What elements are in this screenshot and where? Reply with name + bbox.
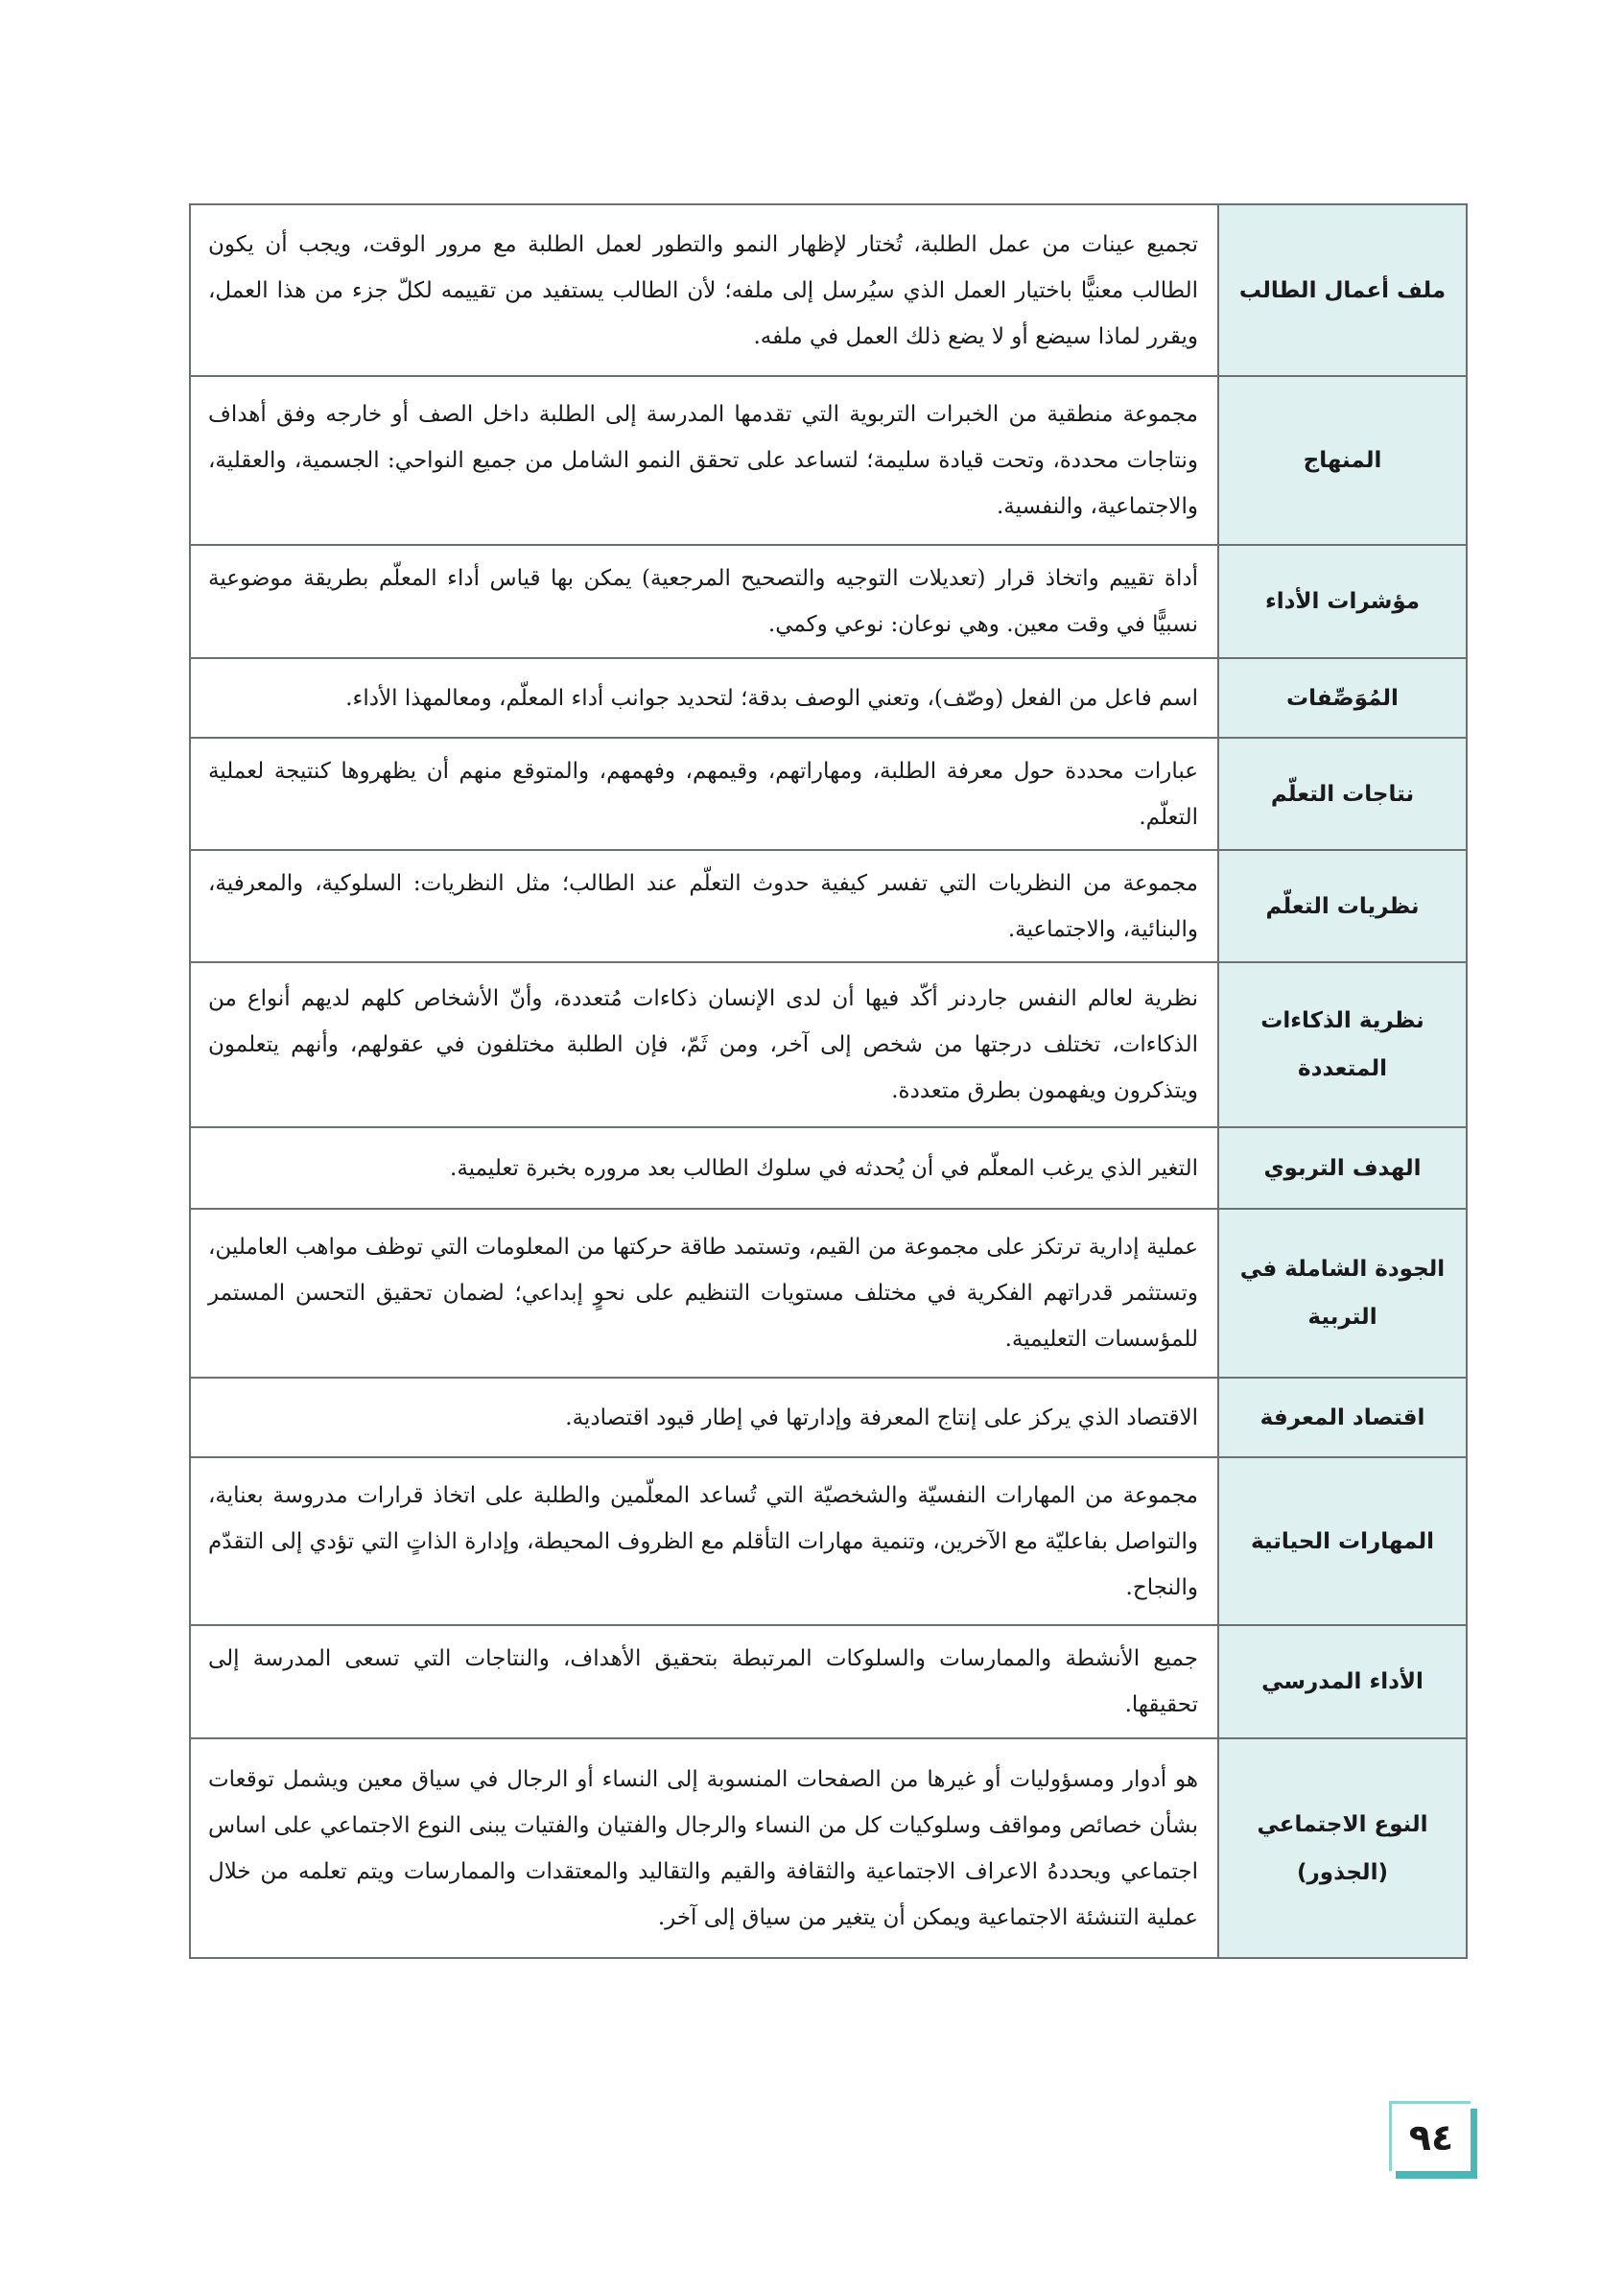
glossary-row (190, 962, 1467, 1127)
glossary-row (190, 204, 1467, 376)
glossary-row (190, 1457, 1467, 1625)
glossary-definition: نظرية لعالم النفس جاردنر أكّد فيها أن لدى الإنسان ذكاءات مُتعددة، وأنّ الأشخاص كلهم لديهم أنواع من الذكاءات، تختلف درجتها من شخص إلى آخر، ومن ثَمّ، فإن الطلبة مختلفون في عقولهم، وأنهم يتعلمون ويتذكرون ويفهمون بطرق متعددة. (190, 962, 1218, 1127)
glossary-term: مؤشرات الأداء (1218, 545, 1467, 658)
glossary-definition: جميع الأنشطة والممارسات والسلوكات المرتبطة بتحقيق الأهداف، والنتاجات التي تسعى المدرسة إلى تحقيقها. (190, 1625, 1218, 1738)
glossary-row (190, 738, 1467, 850)
glossary-definition: تجميع عينات من عمل الطلبة، تُختار لإظهار النمو والتطور لعمل الطلبة مع مرور الوقت، ويجب أن يكون الطالب معنيًّا باختيار العمل الذي سيُرسل إلى ملفه؛ لأن الطالب يستفيد من تقييمه لكلّ جزء من هذا العمل، ويقرر لماذا سيضع أو لا يضع ذلك العمل في ملفه. (190, 204, 1218, 376)
glossary-row (190, 1738, 1467, 1958)
glossary-term: المنهاج (1218, 376, 1467, 545)
glossary-definition: مجموعة من المهارات النفسيّة والشخصيّة التي تُساعد المعلّمين والطلبة على اتخاذ قرارات مدروسة بعناية، والتواصل بفاعليّة مع الآخرين، وتنمية مهارات التأقلم مع الظروف المحيطة، وإدارة الذاتٍ التي تؤدي إلى التقدّم والنجاح. (190, 1457, 1218, 1625)
glossary-term: ملف أعمال الطالب (1218, 204, 1467, 376)
glossary-term: الأداء المدرسي (1218, 1625, 1467, 1738)
glossary-term: النوع الاجتماعي (الجذور) (1218, 1738, 1467, 1958)
glossary-definition: عملية إدارية ترتكز على مجموعة من القيم، وتستمد طاقة حركتها من المعلومات التي توظف مواهب العاملين، وتستثمر قدراتهم الفكرية في مختلف مستويات التنظيم على نحوٍ إبداعي؛ لضمان تحقيق التحسن المستمر للمؤسسات التعليمية. (190, 1209, 1218, 1378)
glossary-definition: الاقتصاد الذي يركز على إنتاج المعرفة وإدارتها في إطار قيود اقتصادية. (190, 1378, 1218, 1457)
glossary-definition: هو أدوار ومسؤوليات أو غيرها من الصفحات المنسوبة إلى النساء أو الرجال في سياق معين ويشمل توقعات بشأن خصائص ومواقف وسلوكيات كل من النساء والرجال والفتيان والفتيات يبنى النوع الاجتماعي على اساس اجتماعي ويحددهُ الاعراف الاجتماعية والثقافة والقيم والتقاليد والمعتقدات والممارسات ويتم تعلمه من خلال عملية التنشئة الاجتماعية ويمكن أن يتغير من سياق إلى آخر. (190, 1738, 1218, 1958)
glossary-row (190, 545, 1467, 658)
glossary-row (190, 1127, 1467, 1209)
glossary-definition: التغير الذي يرغب المعلّم في أن يُحدثه في سلوك الطالب بعد مروره بخبرة تعليمية. (190, 1127, 1218, 1209)
glossary-term: الجودة الشاملة في التربية (1218, 1209, 1467, 1378)
glossary-table (189, 203, 1468, 1959)
glossary-term: المهارات الحياتية (1218, 1457, 1467, 1625)
glossary-definition: أداة تقييم واتخاذ قرار (تعديلات التوجيه والتصحيح المرجعية) يمكن بها قياس أداء المعلّم بطريقة موضوعية نسبيًّا في وقت معين. وهي نوعان: نوعي وكمي. (190, 545, 1218, 658)
glossary-definition: مجموعة من النظريات التي تفسر كيفية حدوث التعلّم عند الطالب؛ مثل النظريات: السلوكية، والمعرفية، والبنائية، والاجتماعية. (190, 850, 1218, 962)
glossary-row (190, 1209, 1467, 1378)
glossary-definition: اسم فاعل من الفعل (وصّف)، وتعني الوصف بدقة؛ لتحديد جوانب أداء المعلّم، ومعالمهذا الأداء. (190, 658, 1218, 738)
page-number: ٩٤ (1389, 2101, 1471, 2171)
glossary-definition: عبارات محددة حول معرفة الطلبة، ومهاراتهم، وقيمهم، وفهمهم، والمتوقع منهم أن يظهروها كنتيجة لعملية التعلّم. (190, 738, 1218, 850)
glossary-definition: مجموعة منطقية من الخبرات التربوية التي تقدمها المدرسة إلى الطلبة داخل الصف أو خارجه وفق أهداف ونتاجات محددة، وتحت قيادة سليمة؛ لتساعد على تحقق النمو الشامل من جميع النواحي: الجسمية، والعقلية، والاجتماعية، والنفسية. (190, 376, 1218, 545)
glossary-term: نظرية الذكاءات المتعددة (1218, 962, 1467, 1127)
glossary-row (190, 376, 1467, 545)
glossary-term: المُوَصِّفات (1218, 658, 1467, 738)
glossary-term: نتاجات التعلّم (1218, 738, 1467, 850)
glossary-term: نظريات التعلّم (1218, 850, 1467, 962)
glossary-row (190, 1378, 1467, 1457)
glossary-row (190, 658, 1467, 738)
glossary-term: اقتصاد المعرفة (1218, 1378, 1467, 1457)
glossary-term: الهدف التربوي (1218, 1127, 1467, 1209)
glossary-row (190, 850, 1467, 962)
glossary-row (190, 1625, 1467, 1738)
